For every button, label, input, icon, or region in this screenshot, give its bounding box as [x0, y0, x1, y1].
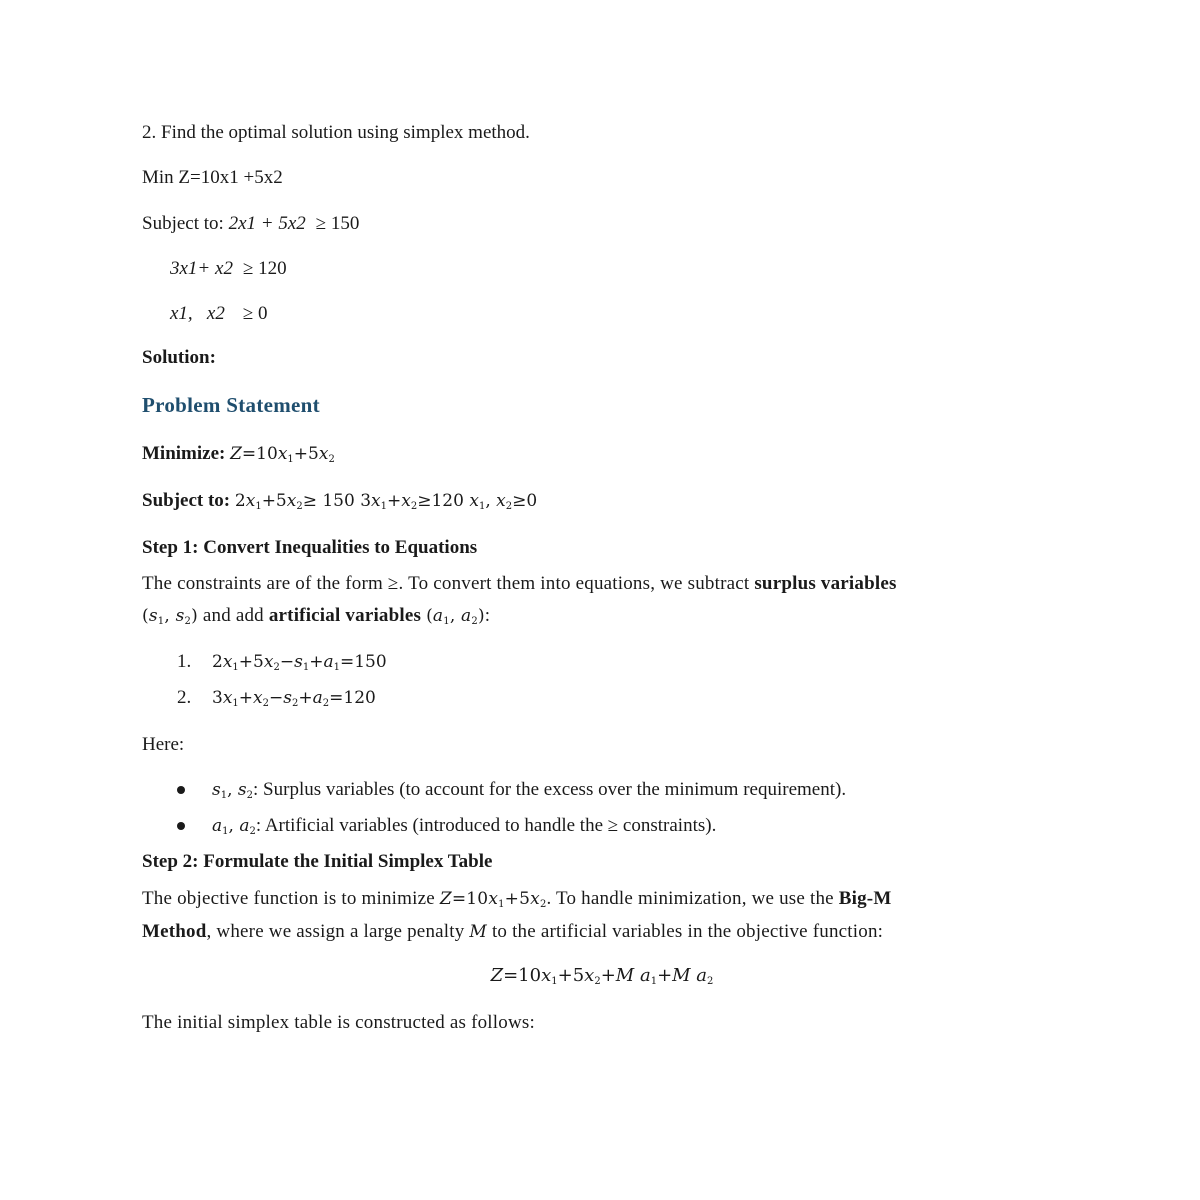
subject-to-bold-label: Subject to:	[142, 490, 231, 511]
surplus-symbols: $s_1$, $s_2$	[212, 780, 254, 801]
item-2-number: 2.	[177, 687, 192, 708]
step-1-text-b: and add	[197, 605, 269, 626]
constraint-1-lhs: 2x1 + 5x2	[228, 213, 306, 234]
minimize-label: Minimize:	[142, 443, 226, 464]
constraint-3-rhs: ≥ 0	[242, 303, 268, 324]
problem-statement-heading: Problem Statement	[142, 393, 320, 417]
step-2-text-line-2	[142, 920, 883, 944]
bullet-2-text: : Artificial variables (introduced to handle the ≥ constraints).	[255, 815, 717, 836]
step-2-text-b: . To handle minimization, we use the	[546, 888, 839, 909]
step-1-text-line-1	[142, 572, 897, 596]
question-constraint-2	[170, 257, 291, 281]
question-objective: Min Z=10x1 +5x2	[142, 167, 283, 188]
objective-inline: $Z=10x_1+5x_2$	[439, 889, 547, 910]
penalty-symbol: M	[469, 922, 487, 942]
step-2-text-line-1	[142, 887, 891, 911]
big-m-objective-formula	[142, 964, 1062, 988]
step-1-text-line-2	[142, 604, 490, 628]
step-1-text-a: The constraints are of the form ≥. To convert them into equations, we subtract	[142, 573, 755, 594]
step-2-text-d: to the artificial variables in the objective function:	[487, 921, 884, 942]
question-constraint-1	[142, 212, 363, 236]
step-1-heading: Step 1: Convert Inequalities to Equations	[142, 537, 478, 558]
surplus-vars-formula: ($s_1$, $s_2$)	[142, 606, 198, 627]
constraint-2-lhs: 3x1+ x2	[170, 258, 233, 279]
minimize-line	[142, 442, 335, 466]
equation-1: $2x_1+5x_2-s_1+a_1=150$	[212, 652, 387, 673]
bullet-1-text: : Surplus variables (to account for the excess over the minimum requirement).	[253, 779, 847, 800]
subject-to-line	[142, 489, 537, 513]
big-m-formula: $Z=10x_1+5x_2+M$ $a_1+M$ $a_2$	[490, 965, 714, 987]
item-1-number: 1.	[177, 651, 192, 672]
step-2-heading: Step 2: Formulate the Initial Simplex Table	[142, 851, 493, 872]
constraints-formula: $2x_1+5x_2\ge 150$ $3x_1+x_2\ge 120$ $x_1$, $x_2\ge 0$	[234, 491, 538, 512]
bullet-1-content	[212, 778, 846, 802]
artificial-variables-bold: artificial variables	[268, 605, 422, 626]
bullet-dot	[177, 786, 185, 794]
constraint-3-lhs: x1, x2	[170, 303, 225, 324]
equation-2: $3x_1+x_2-s_2+a_2=120$	[212, 688, 376, 709]
subject-to-label: Subject to:	[142, 213, 229, 234]
here-label: Here:	[142, 734, 185, 755]
artificial-vars-formula: ($a_1$, $a_2$)	[426, 606, 485, 627]
bullet-2-content	[212, 814, 716, 838]
constraint-2-rhs: ≥ 120	[242, 258, 287, 279]
step-1-text-c: :	[484, 605, 491, 626]
step-2-text-c: , where we assign a large penalty	[206, 921, 470, 942]
method-bold: Method	[142, 921, 207, 942]
big-m-bold: Big-M	[838, 888, 892, 909]
solution-label: Solution:	[142, 347, 216, 368]
artificial-symbols: $a_1$, $a_2$	[212, 816, 256, 837]
objective-formula: $Z=10x_1+5x_2$	[230, 444, 335, 465]
bullet-dot	[177, 822, 185, 830]
question-title: 2. Find the optimal solution using simplex method.	[142, 122, 530, 143]
surplus-variables-bold: surplus variables	[754, 573, 897, 594]
step-2-closing: The initial simplex table is constructed as follows:	[142, 1012, 535, 1033]
constraint-1-rhs: ≥ 150	[315, 213, 360, 234]
question-constraint-3	[170, 302, 272, 326]
step-2-text-a: The objective function is to minimize	[142, 888, 440, 909]
